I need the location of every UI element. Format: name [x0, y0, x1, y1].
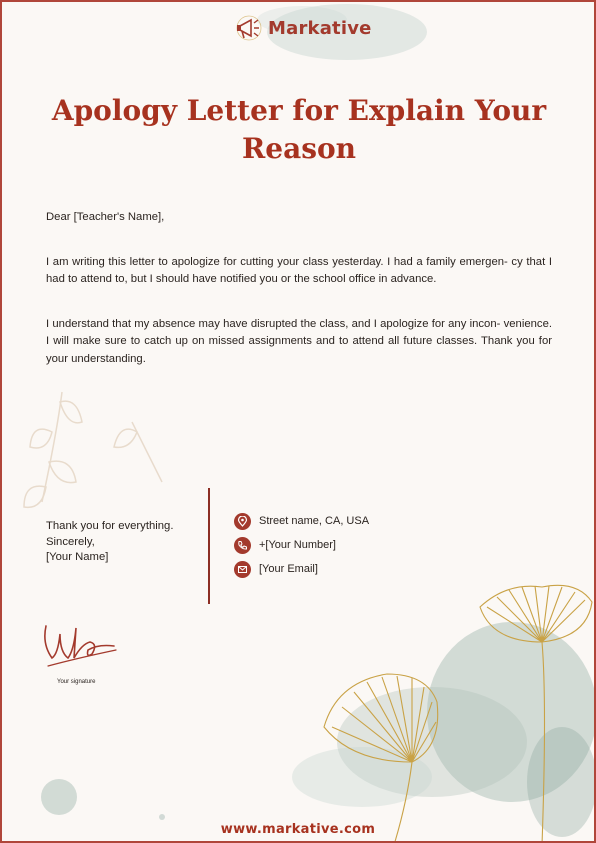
letter-paragraph-2: I understand that my absence may have disrupted the class, and I apologize for any incon- venience. I will make sure to catch up on missed assignments and to attend all future classes. Thank you for your understanding.	[46, 317, 552, 365]
closing-line-thanks: Thank you for everything.	[46, 520, 174, 532]
brand-logo	[234, 14, 372, 42]
megaphone-icon	[234, 14, 264, 42]
closing-line-sincerely: Sincerely,	[46, 535, 95, 548]
letter-body	[46, 209, 552, 368]
letter-greeting: Dear [Teacher's Name],	[46, 211, 165, 223]
handwritten-signature	[38, 614, 128, 674]
contact-address	[234, 512, 369, 530]
phone-text: +[Your Number]	[259, 539, 336, 551]
signature-caption: Your signature	[57, 679, 96, 685]
letter-paragraph-1: I am writing this letter to apologize for cutting your class yesterday. I had a family emergen- cy that I had to attend to, but I should have notified you or the school office in advance.	[46, 255, 552, 285]
contact-info	[234, 512, 369, 584]
vertical-divider	[208, 488, 210, 604]
page-title: Apology Letter for Explain Your Reason	[51, 94, 547, 165]
email-text: [Your Email]	[259, 563, 318, 575]
contact-phone	[234, 536, 369, 554]
address-text: Street name, CA, USA	[259, 515, 370, 527]
brand-name: Markative	[268, 17, 372, 39]
contact-email	[234, 560, 369, 578]
envelope-icon	[234, 561, 251, 578]
phone-icon	[234, 537, 251, 554]
location-pin-icon	[234, 513, 251, 530]
letter-closing	[46, 519, 173, 566]
footer-website-link[interactable]: www.markative.com	[220, 822, 376, 837]
closing-line-name: [Your Name]	[46, 551, 109, 563]
